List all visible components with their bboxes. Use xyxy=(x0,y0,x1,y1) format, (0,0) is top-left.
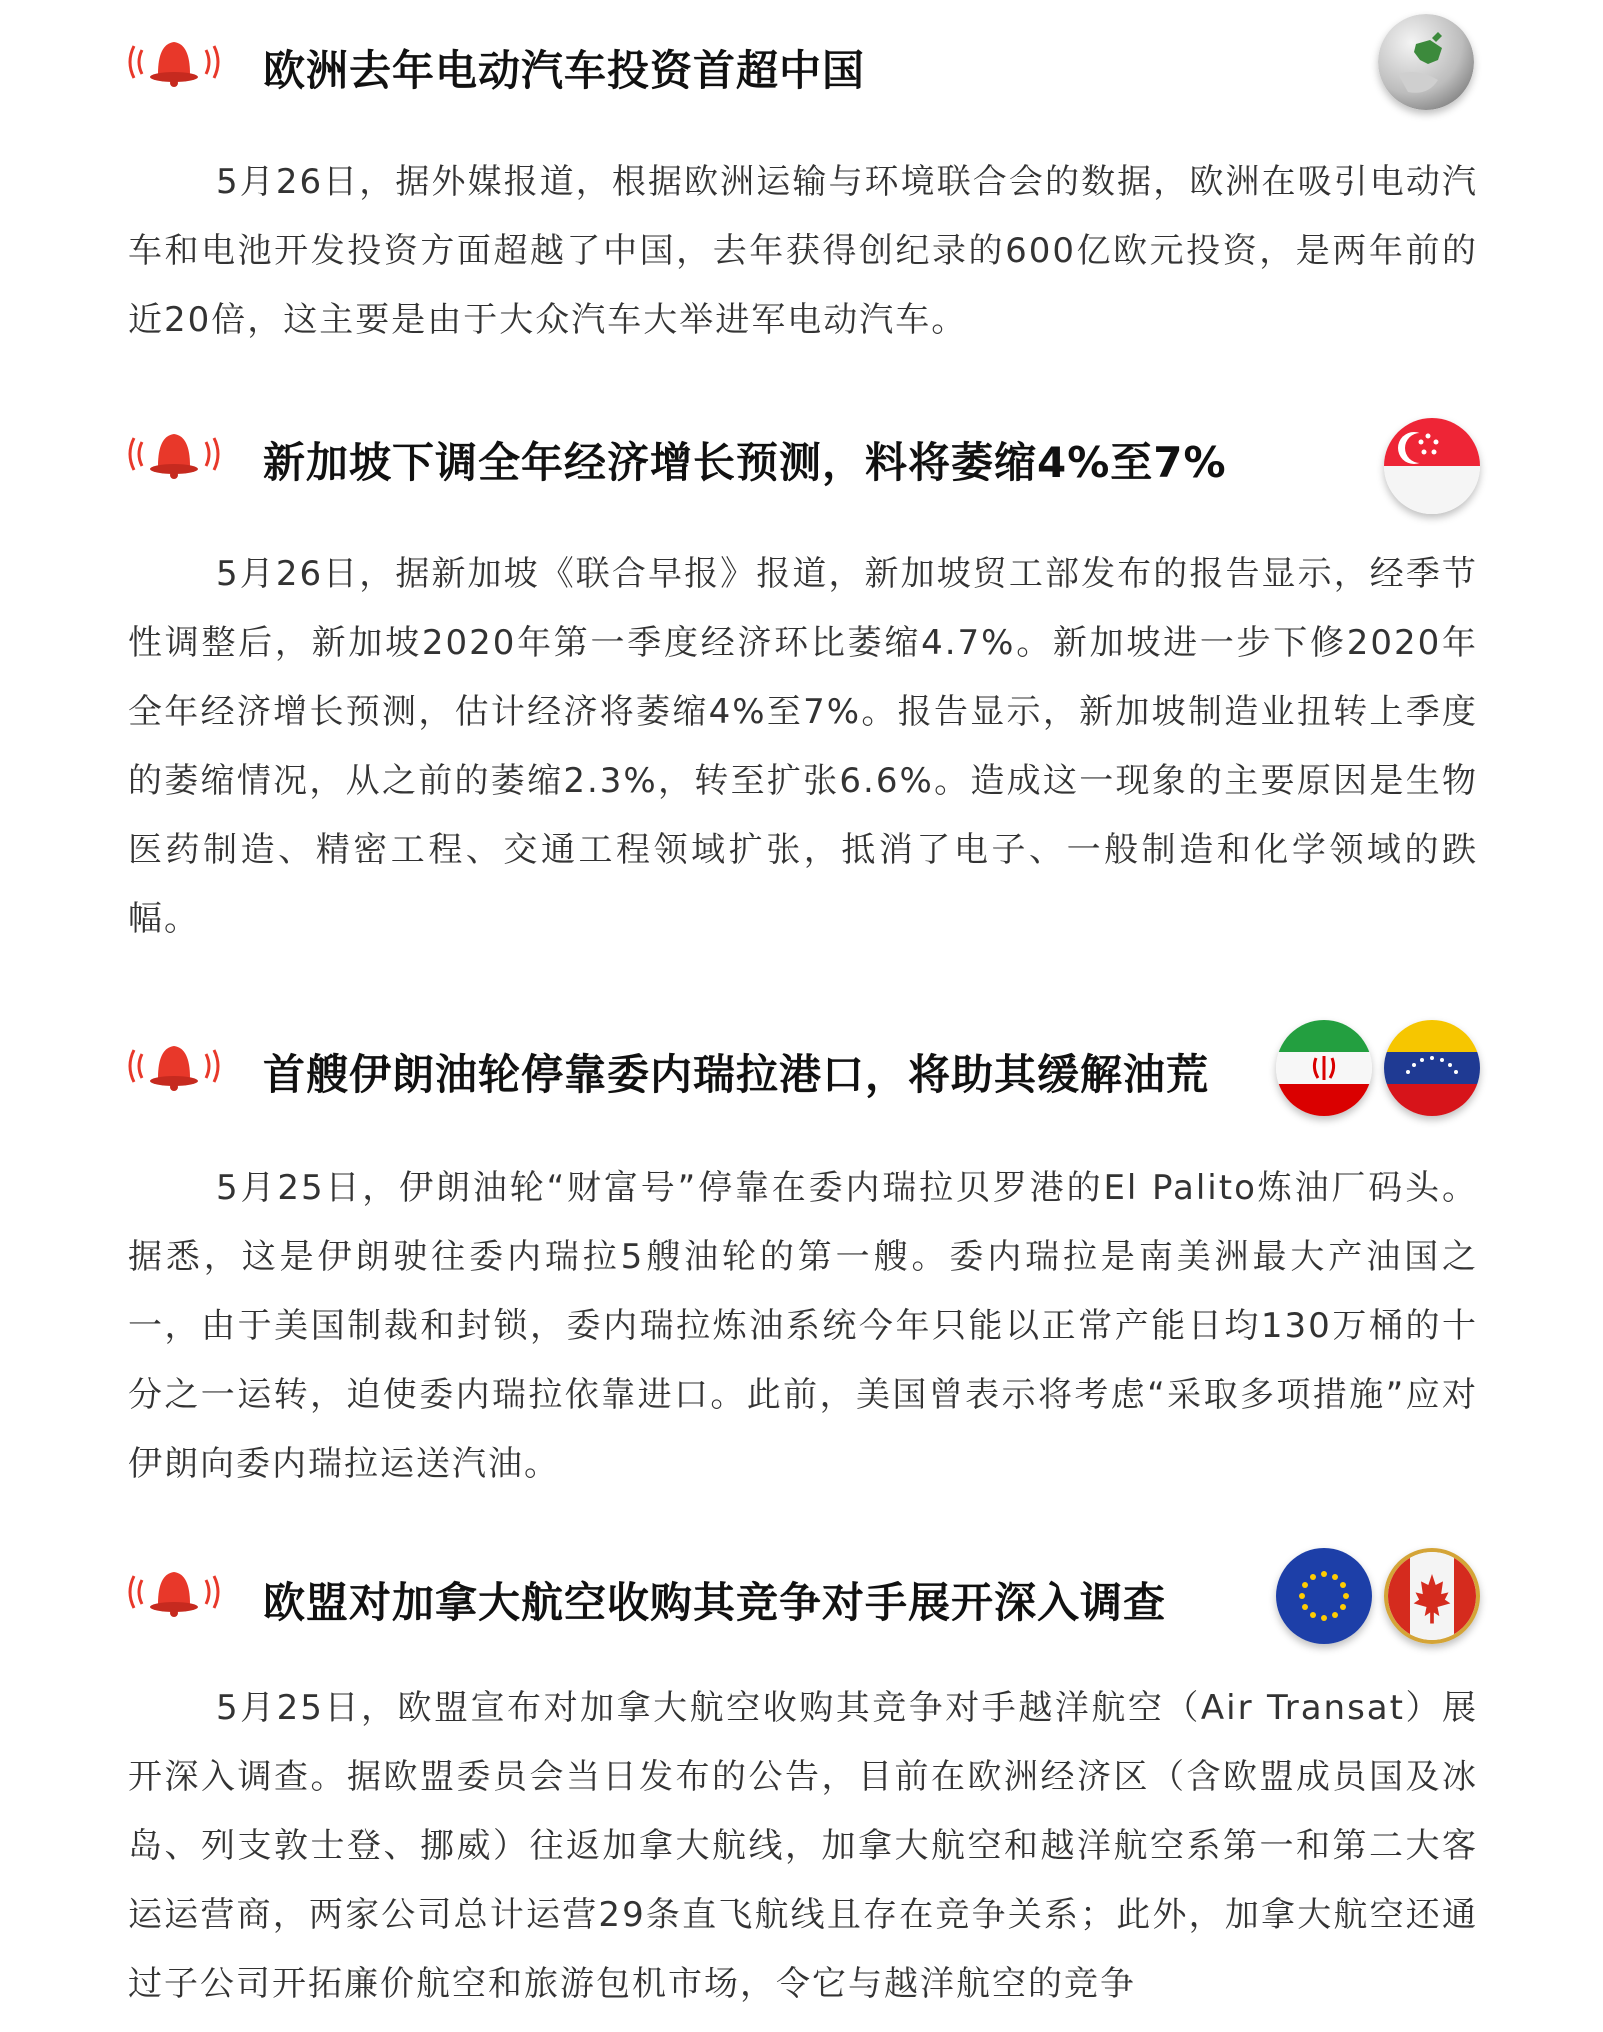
headline: 欧洲去年电动汽车投资首超中国 xyxy=(263,46,866,95)
article-body: 5月25日，伊朗油轮“财富号”停靠在委内瑞拉贝罗港的El Palito炼油厂码头。据悉，这是伊朗驶往委内瑞拉5艘油轮的第一艘。委内瑞拉是南美洲最大产油国之一，由于美国制裁和封锁，委内瑞拉炼油系统今年只能以正常产能日均130万桶的十分之一运转，迫使委内瑞拉依靠进口。此前，美国曾表示将考虑“采取多项措施”应对伊朗向委内瑞拉运送汽油。 xyxy=(128,1168,1478,1484)
eu-flag-icon xyxy=(1276,1548,1372,1644)
article-body: 5月26日，据外媒报道，根据欧洲运输与环境联合会的数据，欧洲在吸引电动汽车和电池开发投资方面超越了中国，去年获得创纪录的600亿欧元投资，是两年前的近20倍，这主要是由于大众汽车大举进军电动汽车。 xyxy=(128,162,1478,340)
headline: 首艘伊朗油轮停靠委内瑞拉港口，将助其缓解油荒 xyxy=(263,1050,1210,1099)
venezuela-flag-icon xyxy=(1384,1020,1480,1116)
europe-globe-icon xyxy=(1378,14,1474,110)
singapore-flag-icon xyxy=(1384,418,1480,514)
bell-alert-icon xyxy=(124,1566,224,1618)
headline: 新加坡下调全年经济增长预测，料将萎缩4%至7% xyxy=(263,438,1227,487)
article-body: 5月25日，欧盟宣布对加拿大航空收购其竞争对手越洋航空（Air Transat）展开深入调查。据欧盟委员会当日发布的公告，目前在欧洲经济区（含欧盟成员国及冰岛、列支敦士登、挪威）往返加拿大航线，加拿大航空和越洋航空系第一和第二大客运运营商，两家公司总计运营29条直飞航线且存在竞争关系；此外，加拿大航空还通过子公司开拓廉价航空和旅游包机市场，令它与越洋航空的竞争 xyxy=(128,1688,1478,2004)
bell-alert-icon xyxy=(124,1040,224,1092)
bell-alert-icon xyxy=(124,428,224,480)
bell-alert-icon xyxy=(124,36,224,88)
article-body: 5月26日，据新加坡《联合早报》报道，新加坡贸工部发布的报告显示，经季节性调整后，新加坡2020年第一季度经济环比萎缩4.7%。新加坡进一步下修2020年全年经济增长预测，估计经济将萎缩4%至7%。报告显示，新加坡制造业扭转上季度的萎缩情况，从之前的萎缩2.3%，转至扩张6.6%。造成这一现象的主要原因是生物医药制造、精密工程、交通工程领域扩张，抵消了电子、一般制造和化学领域的跌幅。 xyxy=(128,554,1478,939)
iran-flag-icon xyxy=(1276,1020,1372,1116)
canada-flag-icon xyxy=(1384,1548,1480,1644)
headline: 欧盟对加拿大航空收购其竞争对手展开深入调查 xyxy=(263,1578,1167,1627)
